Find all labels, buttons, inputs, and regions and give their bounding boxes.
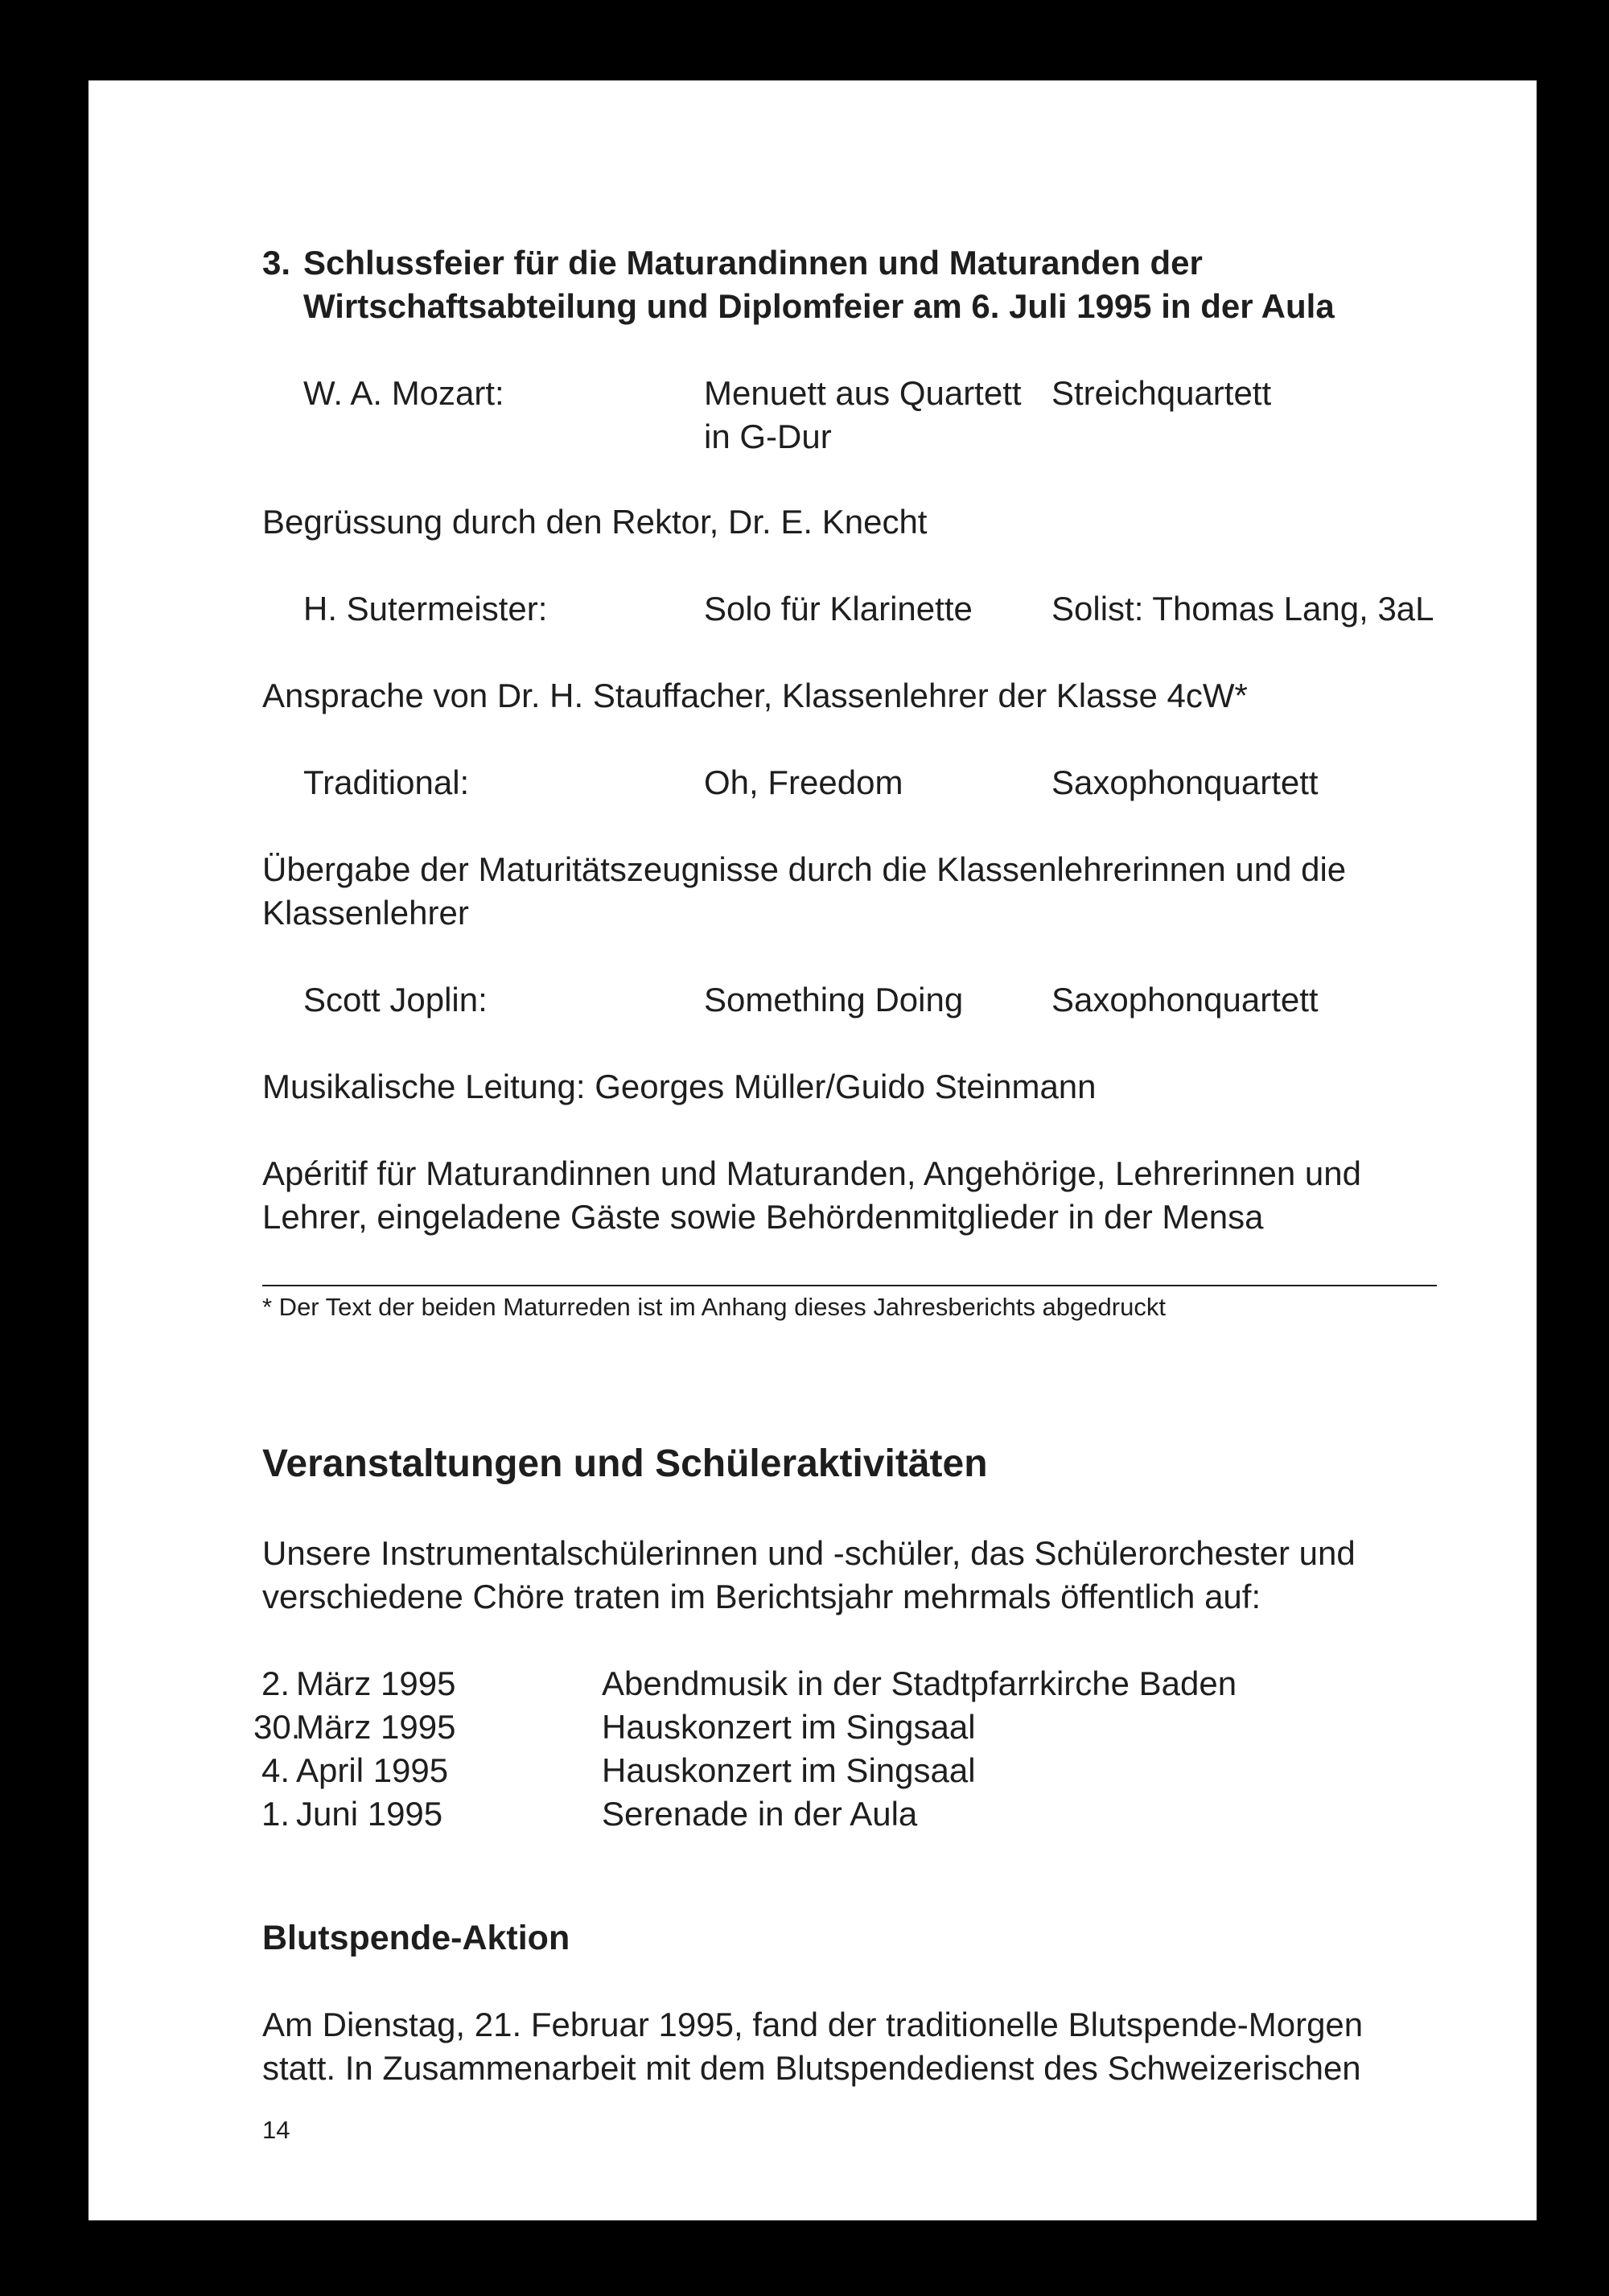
event-date: Juni 1995 <box>296 1795 443 1833</box>
blood-text: Am Dienstag, 21. Februar 1995, fand der traditionelle Blutspende-Morgen <box>262 2006 1364 2043</box>
program-composer: W. A. Mozart: <box>303 374 504 412</box>
event-date: April 1995 <box>296 1751 449 1789</box>
program-item-text-line-2: Lehrer, eingeladene Gäste sowie Behördenmitglieder in der Mensa <box>262 1198 1264 1236</box>
program-item-text: Musikalische Leitung: Georges Müller/Guido Steinmann <box>262 1068 1097 1105</box>
event-day: 4. <box>261 1751 290 1789</box>
event-day: 1. <box>261 1795 290 1833</box>
program-piece: Oh, Freedom <box>704 763 903 801</box>
event-date: März 1995 <box>296 1708 456 1746</box>
event-description: Hauskonzert im Singsaal <box>602 1751 976 1789</box>
event-day: 2. <box>261 1664 290 1702</box>
section-number: 3. <box>262 244 291 282</box>
program-piece: Solo für Klarinette <box>704 590 973 627</box>
events-heading: Veranstaltungen und Schüleraktivitäten <box>262 1442 988 1485</box>
program-piece: Something Doing <box>704 981 964 1018</box>
event-description: Serenade in der Aula <box>602 1795 918 1833</box>
program-item-text: Apéritif für Maturandinnen und Maturanden, Angehörige, Lehrerinnen und <box>262 1154 1361 1192</box>
program-composer: Scott Joplin: <box>303 981 488 1018</box>
program-item-text: Begrüssung durch den Rektor, Dr. E. Knecht <box>262 503 928 541</box>
footnote: * Der Text der beiden Maturreden ist im Anhang dieses Jahresberichts abgedruckt <box>262 1293 1166 1321</box>
section-title-line-2: Wirtschaftsabteilung und Diplomfeier am 6. Juli 1995 in der Aula <box>303 287 1335 325</box>
event-date: März 1995 <box>296 1664 456 1702</box>
document-page <box>88 80 1537 2220</box>
blood-heading: Blutspende-Aktion <box>262 1919 570 1957</box>
program-item-text: Ansprache von Dr. H. Stauffacher, Klassenlehrer der Klasse 4cW* <box>262 677 1248 714</box>
program-composer: Traditional: <box>303 763 470 801</box>
page-number: 14 <box>262 2116 290 2144</box>
blood-text-line-2: statt. In Zusammenarbeit mit dem Blutspendedienst des Schweizerischen <box>262 2049 1361 2087</box>
section-title-line-1: Schlussfeier für die Maturandinnen und Maturanden der <box>303 244 1203 282</box>
program-item-text: Übergabe der Maturitätszeugnisse durch die Klassenlehrerinnen und die <box>262 850 1347 888</box>
events-intro: Unsere Instrumentalschülerinnen und -schüler, das Schülerorchester und <box>262 1534 1356 1572</box>
program-item-text-line-2: Klassenlehrer <box>262 894 469 932</box>
event-description: Hauskonzert im Singsaal <box>602 1708 976 1746</box>
program-composer: H. Sutermeister: <box>303 590 548 627</box>
program-performer: Saxophonquartett <box>1051 763 1319 801</box>
program-performer: Saxophonquartett <box>1051 981 1319 1018</box>
program-performer: Solist: Thomas Lang, 3aL <box>1051 590 1434 627</box>
program-piece-line-2: in G-Dur <box>704 418 832 455</box>
event-day: 30. <box>253 1708 301 1746</box>
program-piece: Menuett aus Quartett <box>704 374 1022 412</box>
event-description: Abendmusik in der Stadtpfarrkirche Baden <box>602 1664 1237 1702</box>
events-intro-line-2: verschiedene Chöre traten im Berichtsjahr mehrmals öffentlich auf: <box>262 1578 1261 1615</box>
program-performer: Streichquartett <box>1051 374 1272 412</box>
footnote-rule <box>262 1285 1437 1286</box>
